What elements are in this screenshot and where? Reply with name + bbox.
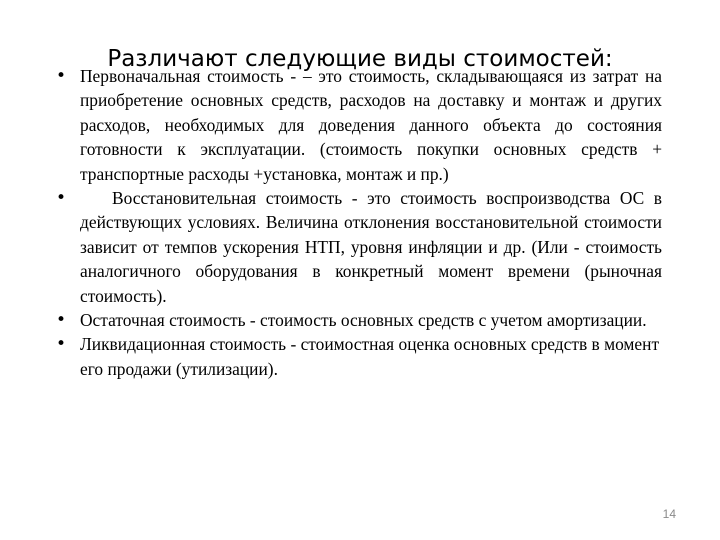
bullet-item-replacement-cost: [56, 186, 662, 308]
bullet-item-initial-cost: [56, 64, 662, 186]
page-number: 14: [662, 507, 676, 521]
bullet-item-residual-cost: [56, 308, 662, 332]
bullet-text: Остаточная стоимость - стоимость основных средств с учетом амортизации.: [80, 310, 647, 331]
bullet-icon: •: [56, 310, 67, 331]
bullet-item-liquidation-cost: [56, 332, 662, 381]
bullet-icon: •: [56, 334, 67, 355]
bullet-text: Первоначальная стоимость - – это стоимость, складывающаяся из затрат на приобретение основных средств, расходов на доставку и монтаж и других расходов, необходимых для доведения данного объекта до состояния готовности к эксплуатации. (стоимость покупки основных средств + транспортные расходы +установка, монтаж и пр.): [80, 66, 662, 184]
bullet-text: Ликвидационная стоимость - стоимостная оценка основных средств в момент его продажи (утилизации).: [80, 334, 660, 379]
bullet-icon: •: [56, 66, 67, 86]
bullet-list: [56, 64, 662, 381]
bullet-icon: •: [56, 188, 67, 209]
slide-title: Различают следующие виды стоимостей:: [107, 46, 613, 73]
bullet-text: Восстановительная стоимость - это стоимость воспроизводства ОС в действующих условиях. Величина отклонения восстановительной стоимости зависит от темпов ускорения НТП, уровня инфляции и др. (Или - стоимость аналогичного оборудования в конкретный момент времени (рыночная стоимость).: [80, 188, 662, 306]
